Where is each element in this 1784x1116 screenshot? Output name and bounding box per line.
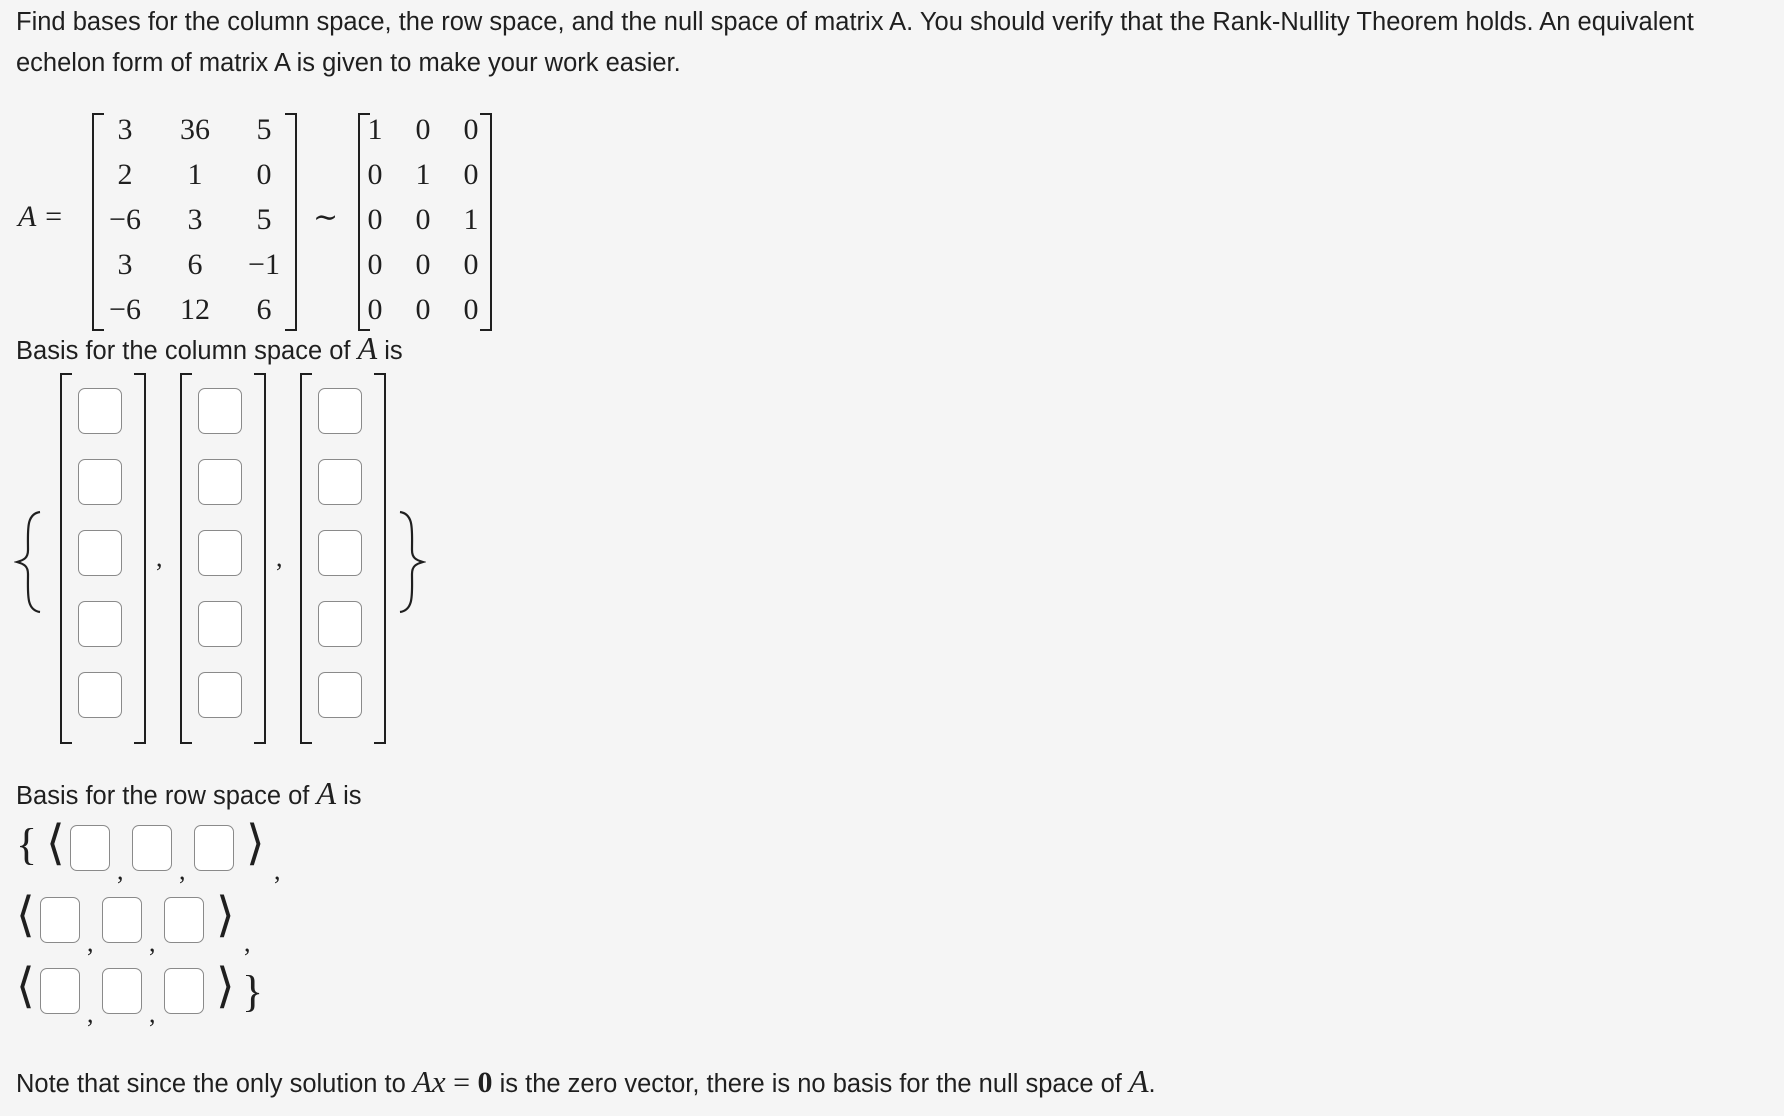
row-vector-left-angle-icon: ⟨ [46, 817, 65, 870]
row-vector-right-angle-icon: ⟩ [216, 889, 235, 942]
column-basis-entry-input[interactable] [78, 459, 122, 505]
row-basis-entry-input[interactable] [132, 825, 172, 871]
matrix-rref-cell: 0 [415, 293, 431, 326]
equivalence-symbol: ∼ [313, 201, 339, 234]
column-basis-entry-input[interactable] [318, 601, 362, 647]
row-basis-entry-input[interactable] [164, 968, 204, 1014]
null-note-prefix: Note that since the only solution to [16, 1070, 413, 1098]
matrix-a-cell: 36 [180, 113, 210, 146]
column-vector-separator: , [156, 543, 163, 572]
null-space-note [16, 1063, 1156, 1102]
matrix-rref-cell: 0 [415, 203, 431, 236]
matrix-a-cell: −6 [109, 203, 141, 236]
null-note-equals: = [445, 1066, 478, 1099]
column-basis-entry-input[interactable] [318, 459, 362, 505]
matrix-label: A = [18, 200, 64, 233]
row-vector-left-angle-icon: ⟨ [16, 960, 35, 1013]
row-space-label-suffix: is [336, 782, 362, 810]
column-basis-entry-input[interactable] [198, 672, 242, 718]
row-basis-entry-input[interactable] [194, 825, 234, 871]
matrix-a-cell: 6 [256, 293, 272, 326]
row-basis-entry-input[interactable] [164, 897, 204, 943]
matrix-rref-cell: 1 [367, 113, 383, 146]
null-note-zero-vector: 0 [477, 1066, 493, 1099]
row-entry-separator: , [179, 856, 186, 885]
row-basis-entry-input[interactable] [40, 968, 80, 1014]
column-basis-entry-input[interactable] [198, 388, 242, 434]
column-space-label-var: A [357, 330, 378, 366]
column-set-left-brace-icon [14, 510, 44, 614]
row-space-label-var: A [316, 775, 337, 811]
matrix-a-cell: 3 [117, 113, 133, 146]
matrix-rref-cell: 0 [463, 248, 479, 281]
matrix-a-cell: 5 [256, 203, 272, 236]
matrix-a-cell: 3 [117, 248, 133, 281]
matrix-a-cell: 12 [180, 293, 210, 326]
matrix-a-cell: 1 [187, 158, 203, 191]
column-vector-right-bracket [254, 373, 266, 744]
column-space-label-suffix: is [377, 337, 403, 365]
column-basis-entry-input[interactable] [318, 530, 362, 576]
matrix-rref-cell: 0 [367, 203, 383, 236]
column-vector-right-bracket [374, 373, 386, 744]
row-space-label-text: Basis for the row space of [16, 782, 317, 810]
row-basis-entry-input[interactable] [102, 897, 142, 943]
column-space-label [16, 330, 403, 369]
matrix-a-cell: 6 [187, 248, 203, 281]
matrix-rref-cell: 1 [463, 203, 479, 236]
row-basis-entry-input[interactable] [102, 968, 142, 1014]
matrix-a-cell: 2 [117, 158, 133, 191]
null-note-ax: Ax [412, 1064, 446, 1099]
row-vector-left-angle-icon: ⟨ [16, 889, 35, 942]
column-basis-entry-input[interactable] [198, 459, 242, 505]
column-basis-entry-input[interactable] [198, 601, 242, 647]
row-set-right-brace-icon: } [242, 967, 264, 1016]
row-entry-separator: , [149, 999, 156, 1028]
row-entry-separator: , [149, 928, 156, 957]
column-vector-separator: , [276, 543, 283, 572]
column-set-right-brace-icon [396, 510, 426, 614]
row-basis-entry-input[interactable] [70, 825, 110, 871]
null-note-var: A [1128, 1063, 1149, 1099]
row-set-left-brace-icon: { [16, 820, 38, 869]
row-vector-separator: , [244, 928, 251, 957]
column-basis-entry-input[interactable] [318, 388, 362, 434]
column-basis-entry-input[interactable] [78, 672, 122, 718]
matrix-rref-cell: 0 [367, 293, 383, 326]
column-vector-right-bracket [134, 373, 146, 744]
row-vector-right-angle-icon: ⟩ [216, 960, 235, 1013]
row-vector-right-angle-icon: ⟩ [246, 817, 265, 870]
matrix-rref-cell: 0 [367, 158, 383, 191]
matrix-rref-cell: 0 [367, 248, 383, 281]
matrix-rref-cell: 0 [415, 113, 431, 146]
matrix-rref-cell: 0 [463, 113, 479, 146]
row-entry-separator: , [87, 999, 94, 1028]
row-vector-separator: , [274, 856, 281, 885]
null-note-end: . [1148, 1070, 1156, 1098]
row-space-label [16, 775, 362, 814]
problem-statement: Find bases for the column space, the row space, and the null space of matrix A. You should verify that the Rank-Nullity Theorem holds. An equivalent echelon form of matrix A is given to make your work easier. [16, 8, 1694, 77]
column-basis-entry-input[interactable] [198, 530, 242, 576]
matrix-rref-cell: 0 [463, 293, 479, 326]
matrix-a-cell: −1 [248, 248, 280, 281]
null-note-middle: is the zero vector, there is no basis for the null space of [492, 1070, 1129, 1098]
column-vector-left-bracket [60, 373, 72, 744]
matrix-a-cell: 3 [187, 203, 203, 236]
matrix-a-cell: 5 [256, 113, 272, 146]
matrix-rref-cell: 0 [415, 248, 431, 281]
column-basis-entry-input[interactable] [78, 388, 122, 434]
column-vector-left-bracket [180, 373, 192, 744]
matrix-rref-cell: 0 [463, 158, 479, 191]
matrix-a-cell: −6 [109, 293, 141, 326]
column-vector-left-bracket [300, 373, 312, 744]
column-space-label-text: Basis for the column space of [16, 337, 358, 365]
column-basis-entry-input[interactable] [78, 601, 122, 647]
matrix-a-cell: 0 [256, 158, 272, 191]
row-entry-separator: , [117, 856, 124, 885]
row-entry-separator: , [87, 928, 94, 957]
column-basis-entry-input[interactable] [318, 672, 362, 718]
matrix-rref-cell: 1 [415, 158, 431, 191]
row-basis-entry-input[interactable] [40, 897, 80, 943]
column-basis-entry-input[interactable] [78, 530, 122, 576]
